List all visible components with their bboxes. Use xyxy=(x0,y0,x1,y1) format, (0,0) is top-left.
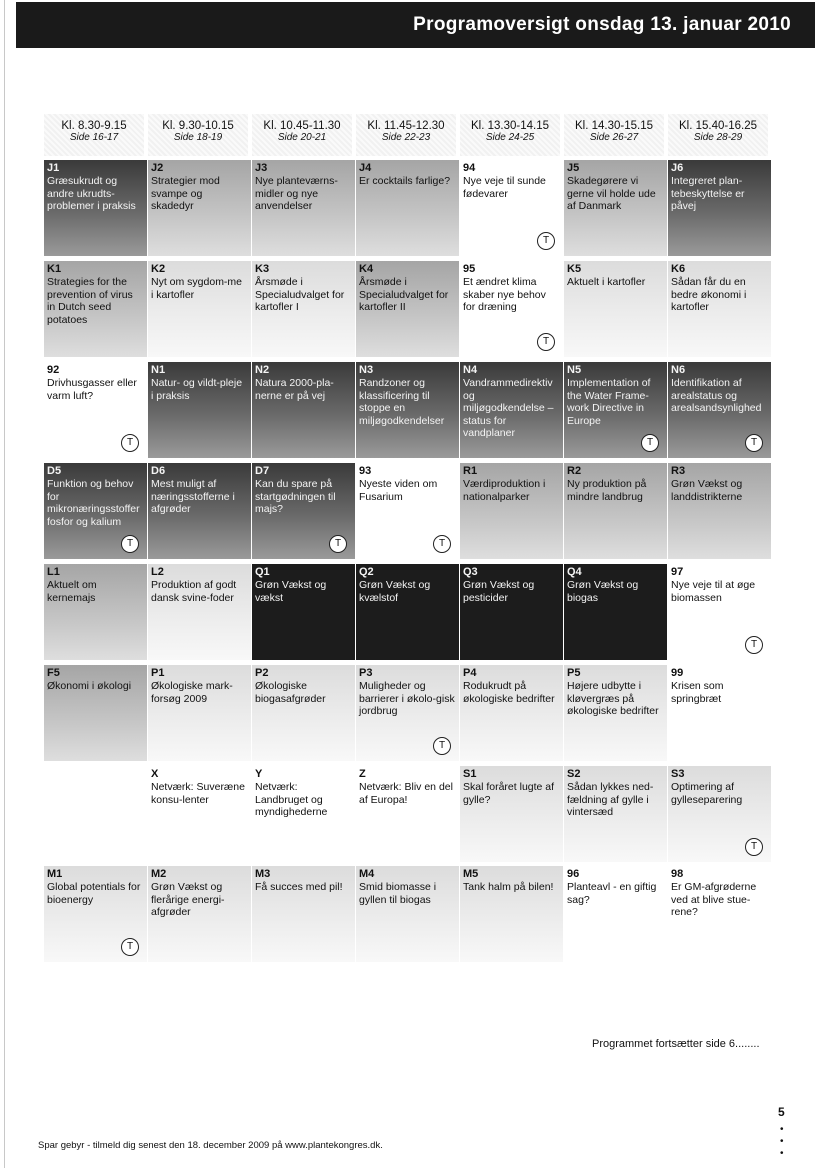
session-code: K1 xyxy=(47,263,62,275)
session-title: Grøn Vækst og flerårige energi-afgrøder xyxy=(151,881,225,918)
session-cell xyxy=(44,564,147,660)
translation-badge-icon: T xyxy=(121,938,139,956)
session-code: 93 xyxy=(359,465,372,477)
session-title: Aktuelt om kernemajs xyxy=(47,579,97,604)
session-code: P3 xyxy=(359,667,373,679)
session-code: J3 xyxy=(255,162,268,174)
session-cell xyxy=(564,362,667,458)
slot-time: Kl. 9.30-10.15 xyxy=(162,120,234,132)
bullet-marks: • • • xyxy=(780,1124,784,1159)
session-title: Økologiske mark-forsøg 2009 xyxy=(151,680,233,705)
session-cell xyxy=(460,766,563,862)
session-code: N5 xyxy=(567,364,582,376)
session-title: Nyeste viden om Fusarium xyxy=(359,478,438,503)
session-title: Tank halm på bilen! xyxy=(463,881,554,893)
slot-page: Side 20-21 xyxy=(277,132,327,143)
session-cell xyxy=(148,866,251,962)
session-cell xyxy=(44,766,147,862)
session-cell xyxy=(148,564,251,660)
session-code: J4 xyxy=(359,162,372,174)
session-cell xyxy=(148,362,251,458)
session-code: S3 xyxy=(671,768,685,780)
session-code: Z xyxy=(359,768,366,780)
session-title: Strategies for the prevention of virus in Dutch seed potatoes xyxy=(47,276,133,326)
session-cell xyxy=(668,564,771,660)
translation-badge-icon: T xyxy=(433,535,451,553)
session-cell xyxy=(252,665,355,761)
session-title: Randzoner og klassificering til stoppe en miljøgodkendelser xyxy=(359,377,445,427)
session-cell xyxy=(668,362,771,458)
session-cell xyxy=(460,463,563,559)
session-code: D7 xyxy=(255,465,270,477)
session-cell xyxy=(44,463,147,559)
slot-page: Side 22-23 xyxy=(381,132,431,143)
slot-time: Kl. 11.45-12.30 xyxy=(367,120,445,132)
slot-time: Kl. 15.40-16.25 xyxy=(678,120,757,132)
translation-badge-icon: T xyxy=(745,838,763,856)
session-code: J6 xyxy=(671,162,684,174)
session-title: Planteavl - en giftig sag? xyxy=(567,881,657,906)
session-title: Sådan lykkes ned-fældning af gylle i vintersæd xyxy=(567,781,654,818)
translation-badge-icon: T xyxy=(537,333,555,351)
session-code: J5 xyxy=(567,162,580,174)
session-code: N6 xyxy=(671,364,686,376)
session-cell xyxy=(356,463,459,559)
session-code: 94 xyxy=(463,162,476,174)
page-title: Programoversigt onsdag 13. januar 2010 xyxy=(413,14,791,35)
session-cell xyxy=(460,866,563,962)
session-code: R1 xyxy=(463,465,478,477)
session-title: Identifikation af arealstatus og arealsandsynlighed xyxy=(671,377,762,414)
slot-page: Side 24-25 xyxy=(485,132,535,143)
session-title: Funktion og behov for mikronæringsstoffer fosfor og kalium xyxy=(47,478,140,528)
time-slot-3 xyxy=(252,114,352,156)
session-code: M2 xyxy=(151,868,167,880)
slot-page: Side 26-27 xyxy=(589,132,639,143)
session-code: Q3 xyxy=(463,566,478,578)
session-code: N1 xyxy=(151,364,166,376)
session-title: Nye veje til sunde fødevarer xyxy=(463,175,546,200)
session-title: Sådan får du en bedre økonomi i kartofler xyxy=(671,276,747,313)
session-title: Netværk: Landbruget og myndighederne xyxy=(255,781,328,818)
session-cell xyxy=(356,866,459,962)
session-cell xyxy=(460,261,563,357)
session-cell xyxy=(148,463,251,559)
session-cell xyxy=(252,261,355,357)
page-edge-line xyxy=(4,0,5,1168)
session-title: Grøn Vækst og landdistrikterne xyxy=(671,478,743,503)
session-code: 98 xyxy=(671,868,684,880)
session-title: Er cocktails farlige? xyxy=(359,175,451,187)
session-title: Nye planteværns-midler og nye anvendelser xyxy=(255,175,338,212)
session-title: Netværk: Suveræne konsu-lenter xyxy=(151,781,245,806)
session-code: 97 xyxy=(671,566,684,578)
session-code: M5 xyxy=(463,868,479,880)
session-cell xyxy=(460,362,563,458)
session-code: R2 xyxy=(567,465,582,477)
session-code: D6 xyxy=(151,465,166,477)
session-title: Værdiproduktion i nationalparker xyxy=(463,478,546,503)
session-code xyxy=(44,766,147,768)
session-title: Implementation of the Water Frame-work Directive in Europe xyxy=(567,377,651,427)
page-number: 5 xyxy=(778,1105,785,1119)
session-cell xyxy=(564,261,667,357)
session-code: Q1 xyxy=(255,566,270,578)
session-code: S1 xyxy=(463,768,477,780)
session-title: Netværk: Bliv en del af Europa! xyxy=(359,781,453,806)
session-cell xyxy=(460,564,563,660)
session-title: Rodukrudt på økologiske bedrifter xyxy=(463,680,555,705)
session-cell xyxy=(356,362,459,458)
slot-time: Kl. 14.30-15.15 xyxy=(574,120,653,132)
session-code: K5 xyxy=(567,263,582,275)
session-title: Økologiske biogasafgrøder xyxy=(255,680,326,705)
time-slot-2 xyxy=(148,114,248,156)
session-cell xyxy=(44,665,147,761)
session-code: N3 xyxy=(359,364,374,376)
session-cell xyxy=(668,160,771,256)
session-code: 96 xyxy=(567,868,580,880)
session-title: Smid biomasse i gyllen til biogas xyxy=(359,881,437,906)
session-cell xyxy=(356,564,459,660)
session-cell xyxy=(564,766,667,862)
slot-page: Side 28-29 xyxy=(693,132,743,143)
session-code: Y xyxy=(255,768,263,780)
session-code: L2 xyxy=(151,566,164,578)
session-cell xyxy=(252,463,355,559)
session-title: Drivhusgasser eller varm luft? xyxy=(47,377,137,402)
session-title: Græsukrudt og andre ukrudts-problemer i praksis xyxy=(47,175,136,212)
session-cell xyxy=(564,564,667,660)
session-title: Skadegørere vi gerne vil holde ude af Danmark xyxy=(567,175,656,212)
session-code: K4 xyxy=(359,263,374,275)
session-cell xyxy=(668,463,771,559)
session-title: Krisen som springbræt xyxy=(671,680,724,705)
session-cell xyxy=(252,766,355,862)
session-code: P2 xyxy=(255,667,269,679)
registration-note: Spar gebyr - tilmeld dig senest den 18. december 2009 på www.plantekongres.dk. xyxy=(38,1140,383,1151)
session-code: K6 xyxy=(671,263,686,275)
session-cell xyxy=(148,261,251,357)
session-cell xyxy=(252,160,355,256)
translation-badge-icon: T xyxy=(745,636,763,654)
session-code: Q2 xyxy=(359,566,374,578)
session-cell xyxy=(564,160,667,256)
session-title: Natur- og vildt-pleje i praksis xyxy=(151,377,243,402)
session-cell xyxy=(148,160,251,256)
slot-time: Kl. 8.30-9.15 xyxy=(61,120,127,132)
session-title: Et ændret klima skaber nye behov for dræning xyxy=(463,276,546,313)
session-title: Nye veje til at øge biomassen xyxy=(671,579,756,604)
session-title: Vandrammedirektiv og miljøgodkendelse – status for vandplaner xyxy=(463,377,554,439)
session-code: P4 xyxy=(463,667,477,679)
slot-time: Kl. 13.30-14.15 xyxy=(470,120,549,132)
session-cell xyxy=(564,463,667,559)
session-cell xyxy=(44,866,147,962)
session-cell xyxy=(148,665,251,761)
session-cell xyxy=(668,261,771,357)
session-title: Produktion af godt dansk svine-foder xyxy=(151,579,237,604)
time-slot-7 xyxy=(668,114,768,156)
continue-note: Programmet fortsætter side 6........ xyxy=(592,1038,760,1050)
session-title: Global potentials for bioenergy xyxy=(47,881,141,906)
session-title: Aktuelt i kartofler xyxy=(567,276,646,288)
slot-page: Side 16-17 xyxy=(69,132,119,143)
session-title: Natura 2000-pla-nerne er på vej xyxy=(255,377,334,402)
session-cell xyxy=(356,665,459,761)
slot-time: Kl. 10.45-11.30 xyxy=(263,120,341,132)
time-slot-4 xyxy=(356,114,456,156)
translation-badge-icon: T xyxy=(745,434,763,452)
session-title: Grøn Vækst og biogas xyxy=(567,579,639,604)
session-code: P5 xyxy=(567,667,581,679)
translation-badge-icon: T xyxy=(121,535,139,553)
session-title: Er GM-afgrøderne ved at blive stue-rene? xyxy=(671,881,757,918)
slot-page: Side 18-19 xyxy=(173,132,223,143)
session-cell xyxy=(252,362,355,458)
session-title: Højere udbytte i kløvergræs på økologiske bedrifter xyxy=(567,680,659,717)
session-code: S2 xyxy=(567,768,581,780)
session-cell xyxy=(252,866,355,962)
session-code: R3 xyxy=(671,465,686,477)
session-cell xyxy=(668,866,771,962)
session-code: J1 xyxy=(47,162,60,174)
session-code: Q4 xyxy=(567,566,582,578)
translation-badge-icon: T xyxy=(641,434,659,452)
session-title: Strategier mod svampe og skadedyr xyxy=(151,175,220,212)
session-title: Grøn Vækst og vækst xyxy=(255,579,327,604)
translation-badge-icon: T xyxy=(433,737,451,755)
translation-badge-icon: T xyxy=(121,434,139,452)
session-code: J2 xyxy=(151,162,164,174)
session-code: P1 xyxy=(151,667,165,679)
session-cell xyxy=(356,766,459,862)
session-title: Skal foråret lugte af gylle? xyxy=(463,781,555,806)
session-title: Mest muligt af næringsstofferne i afgrøder xyxy=(151,478,235,515)
session-title: Få succes med pil! xyxy=(255,881,343,893)
session-cell xyxy=(44,160,147,256)
session-cell xyxy=(668,665,771,761)
session-cell xyxy=(148,766,251,862)
time-slot-1 xyxy=(44,114,144,156)
session-code: M4 xyxy=(359,868,375,880)
session-code: 92 xyxy=(47,364,60,376)
session-cell xyxy=(564,866,667,962)
session-title: Grøn Vækst og pesticider xyxy=(463,579,535,604)
header-bar xyxy=(16,2,815,48)
session-title: Nyt om sygdom-me i kartofler xyxy=(151,276,243,301)
session-title: Optimering af gylleseparering xyxy=(671,781,743,806)
session-cell xyxy=(460,665,563,761)
session-cell xyxy=(460,160,563,256)
session-title: Kan du spare på startgødningen til majs? xyxy=(255,478,336,515)
session-code: M3 xyxy=(255,868,271,880)
session-code: X xyxy=(151,768,159,780)
time-slot-6 xyxy=(564,114,664,156)
session-cell xyxy=(668,766,771,862)
session-code: 99 xyxy=(671,667,684,679)
session-title: Ny produktion på mindre landbrug xyxy=(567,478,647,503)
session-cell xyxy=(564,665,667,761)
session-code: F5 xyxy=(47,667,60,679)
session-title: Årsmøde i Specialudvalget for kartofler I xyxy=(255,276,345,313)
session-code: N2 xyxy=(255,364,270,376)
session-code: N4 xyxy=(463,364,478,376)
session-code: D5 xyxy=(47,465,62,477)
session-title: Muligheder og barrierer i økolo-gisk jordbrug xyxy=(359,680,455,717)
session-cell xyxy=(44,362,147,458)
translation-badge-icon: T xyxy=(537,232,555,250)
session-code: L1 xyxy=(47,566,60,578)
session-code: M1 xyxy=(47,868,63,880)
session-title: Økonomi i økologi xyxy=(47,680,132,692)
time-slot-5 xyxy=(460,114,560,156)
session-code: 95 xyxy=(463,263,476,275)
session-cell xyxy=(356,160,459,256)
session-code: K3 xyxy=(255,263,270,275)
session-title: Grøn Vækst og kvælstof xyxy=(359,579,431,604)
session-title: Årsmøde i Specialudvalget for kartofler II xyxy=(359,276,449,313)
session-code: K2 xyxy=(151,263,166,275)
session-cell xyxy=(252,564,355,660)
session-cell xyxy=(356,261,459,357)
session-title: Integreret plan-tebeskyttelse er påvej xyxy=(671,175,745,212)
session-cell xyxy=(44,261,147,357)
translation-badge-icon: T xyxy=(329,535,347,553)
